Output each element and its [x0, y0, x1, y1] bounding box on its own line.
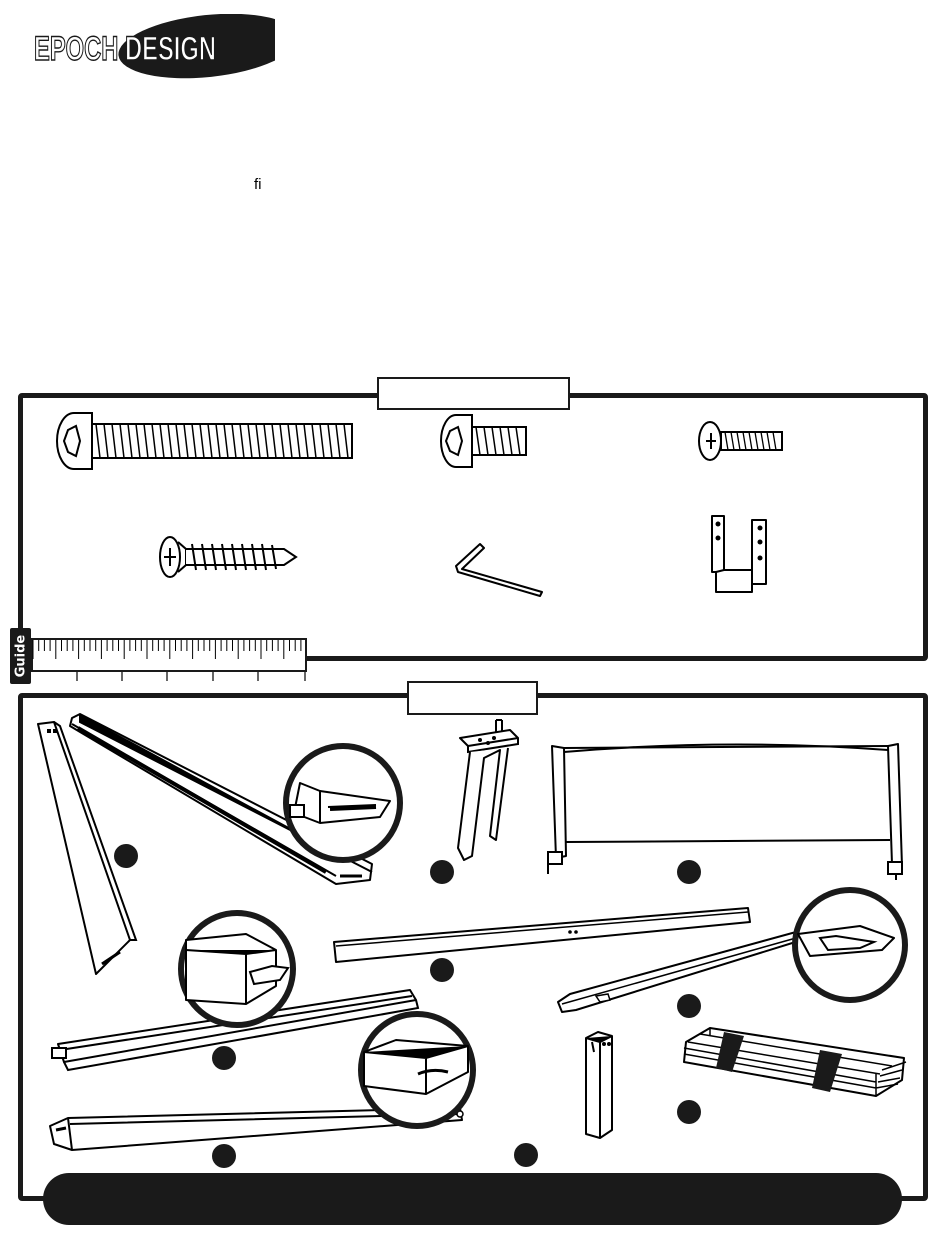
headboard-frame-icon [542, 740, 908, 880]
ligature-glyph: ﬁ [254, 176, 262, 193]
part-marker-headboard [677, 860, 701, 884]
part-marker-slats [677, 1100, 701, 1124]
guide-label: Guide [10, 628, 31, 684]
end-slot-detail-icon [356, 1012, 478, 1120]
hardware-panel-tab [377, 377, 570, 410]
leg-with-plate-icon [450, 718, 526, 862]
part-marker-lower-rail [212, 1144, 236, 1168]
footer-bar [43, 1173, 902, 1225]
tenon-detail-icon [176, 910, 298, 1028]
logo-text: EPOCH DESIGN [34, 30, 216, 68]
rail-slot-detail-icon [790, 886, 910, 1004]
measuring-ruler [31, 637, 309, 685]
part-marker-leg [430, 860, 454, 884]
part-marker-center-beam [430, 958, 454, 982]
phillips-machine-screw-icon [696, 420, 786, 462]
epoch-design-logo [30, 14, 275, 84]
part-marker-angled-rail [677, 994, 701, 1018]
part-marker-center-post [514, 1143, 538, 1167]
long-hex-bolt-icon [54, 410, 359, 472]
slat-bundle-icon [680, 1024, 910, 1100]
short-hex-bolt-icon [438, 412, 530, 470]
center-post-icon [584, 1030, 616, 1140]
wood-screw-icon [156, 534, 301, 580]
parts-panel-tab [407, 681, 538, 715]
rail-end-detail-icon [280, 743, 406, 863]
part-marker-rails [114, 844, 138, 868]
joist-hanger-bracket-icon [708, 512, 776, 596]
allen-key-icon [452, 540, 550, 596]
part-marker-side-rail [212, 1046, 236, 1070]
